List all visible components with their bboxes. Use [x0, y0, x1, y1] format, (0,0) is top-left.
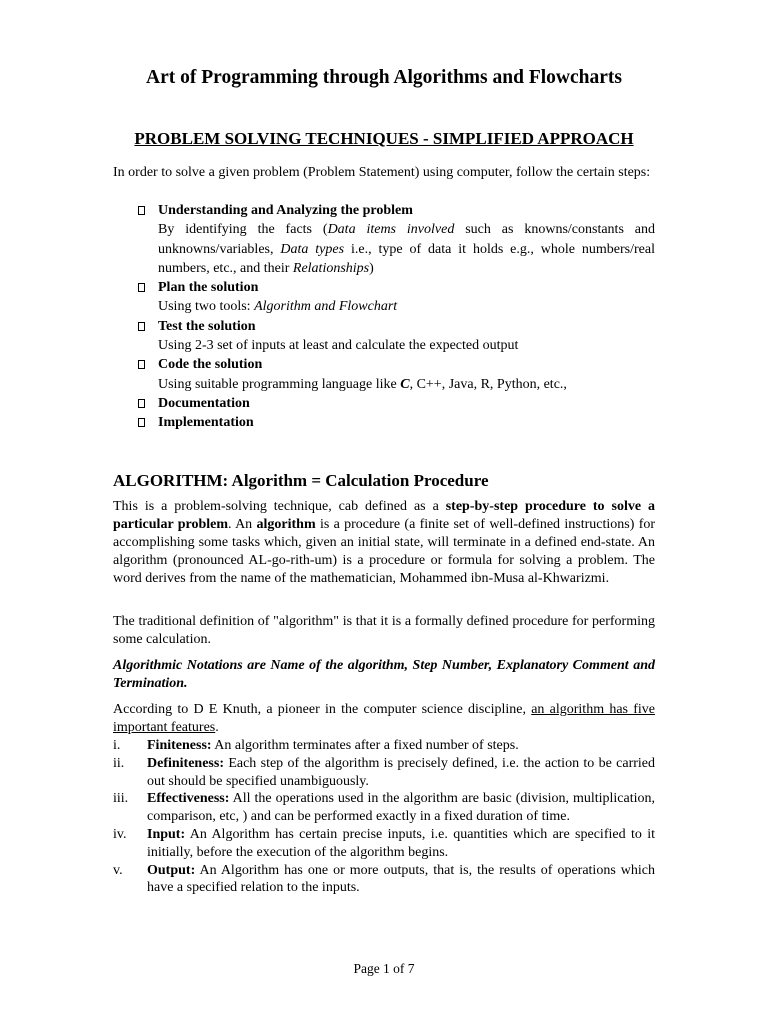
- step-description: [158, 336, 655, 355]
- text-run: algorithm: [256, 517, 316, 532]
- feature-item: [113, 862, 655, 898]
- text-run: Using suitable programming language like: [158, 376, 401, 392]
- feature-text: An algorithm terminates after a fixed number of steps.: [211, 738, 519, 753]
- feature-item: [113, 826, 655, 862]
- traditional-definition-paragraph: The traditional definition of "algorithm" is that it is a formally defined procedure for performing some calculation.: [113, 614, 655, 647]
- text-run: such as knowns/constants and unknowns/variables,: [158, 222, 655, 257]
- step-title: Understanding and Analyzing the problem: [158, 203, 413, 218]
- feature-text: An Algorithm has one or more outputs, that is, the results of operations which have a specified relation to the inputs.: [147, 862, 655, 896]
- step-title: Documentation: [158, 395, 250, 411]
- step-title: Test the solution: [158, 318, 256, 334]
- bullet-box-icon: [138, 360, 145, 369]
- knuth-paragraph: [113, 701, 655, 737]
- intro-paragraph: In order to solve a given problem (Problem Statement) using computer, follow the certain steps:: [113, 165, 651, 180]
- bullet-box-icon: [138, 322, 145, 331]
- step-item: [113, 201, 655, 278]
- text-run: C: [400, 376, 410, 392]
- algorithm-heading-bold: ALGORITHM:: [113, 471, 229, 490]
- features-list: [113, 737, 655, 897]
- text-run: By identifying the facts (: [158, 222, 328, 238]
- feature-text: An Algorithm has certain precise inputs, i.e. quantities which are specified to it initially, before the execution of the algorithm begins.: [147, 826, 655, 860]
- step-item: [113, 394, 655, 413]
- step-item: [113, 317, 655, 356]
- text-run: Using two tools:: [158, 299, 255, 315]
- step-title: Code the solution: [158, 357, 263, 373]
- step-description: [158, 375, 655, 394]
- step-title: Implementation: [158, 415, 254, 431]
- feature-label: Finiteness:: [147, 738, 212, 753]
- feature-label: Output:: [147, 862, 196, 878]
- step-item: [113, 278, 655, 317]
- feature-number: iii.: [113, 791, 129, 807]
- bullet-box-icon: [138, 206, 145, 215]
- text-run: . An: [228, 517, 257, 532]
- text-run: an algorithm has five important features: [113, 702, 655, 735]
- step-item: [113, 413, 655, 432]
- text-run: Using 2-3 set of inputs at least and calculate the expected output: [158, 338, 519, 354]
- feature-item: [113, 755, 655, 791]
- text-run: Algorithm and Flowchart: [254, 299, 398, 315]
- step-description: [158, 297, 655, 316]
- text-run: Relationships: [292, 260, 370, 276]
- page-footer: Page 1 of 7: [353, 961, 415, 976]
- feature-number: iv.: [113, 826, 127, 842]
- feature-label: Definiteness:: [147, 755, 224, 771]
- step-description: [158, 220, 655, 278]
- feature-text: Each step of the algorithm is precisely defined, i.e. the action to be carried out should be specified unambiguously.: [147, 755, 655, 789]
- algorithmic-notations-paragraph: Algorithmic Notations are Name of the algorithm, Step Number, Explanatory Comment and Termination.: [113, 658, 655, 691]
- algorithm-heading-rest: Algorithm = Calculation Procedure: [228, 471, 489, 490]
- algorithm-heading: [113, 470, 489, 492]
- feature-label: Effectiveness:: [147, 791, 230, 807]
- text-run: According to D E Knuth, a pioneer in the computer science discipline,: [113, 702, 532, 717]
- bullet-box-icon: [138, 418, 145, 427]
- text-run: step-by-step procedure to solve a particular problem: [113, 499, 655, 532]
- text-run: .: [215, 720, 219, 735]
- text-run: Data items involved: [327, 222, 455, 238]
- feature-number: i.: [113, 738, 121, 753]
- steps-list: [113, 201, 655, 433]
- document-title: Art of Programming through Algorithms and Flowcharts: [146, 67, 622, 88]
- text-run: is a procedure (a finite set of well-defined instructions) for accomplishing some tasks which, given an initial state, will terminate in a defined end-state. An algorithm (pronounced AL-go-rith-um) is a procedure or formula for solving a problem. The word derives from the name of the mathematician, Mohammed ibn-Musa al-Khwarizmi.: [113, 517, 656, 586]
- text-run: , C++, Java, R, Python, etc.,: [409, 376, 567, 392]
- section-subtitle: PROBLEM SOLVING TECHNIQUES - SIMPLIFIED APPROACH: [134, 129, 634, 148]
- text-run: ): [369, 260, 374, 276]
- step-title: Plan the solution: [158, 280, 259, 296]
- bullet-box-icon: [138, 283, 145, 292]
- feature-label: Input:: [147, 826, 186, 842]
- feature-number: v.: [113, 862, 123, 878]
- algorithm-definition-paragraph: [113, 498, 655, 588]
- bullet-box-icon: [138, 399, 145, 408]
- feature-item: [113, 790, 655, 826]
- feature-text: All the operations used in the algorithm are basic (division, multiplication, comparison, etc, ) and can be performed exactly in a fixed duration of time.: [147, 791, 655, 825]
- feature-number: ii.: [113, 755, 125, 771]
- text-run: Data types: [280, 241, 345, 257]
- feature-item: [113, 737, 655, 755]
- text-run: i.e., type of data it holds e.g., whole numbers/real numbers, etc., and their: [158, 241, 655, 276]
- text-run: This is a problem-solving technique, cab defined as a: [113, 499, 446, 514]
- step-item: [113, 355, 655, 394]
